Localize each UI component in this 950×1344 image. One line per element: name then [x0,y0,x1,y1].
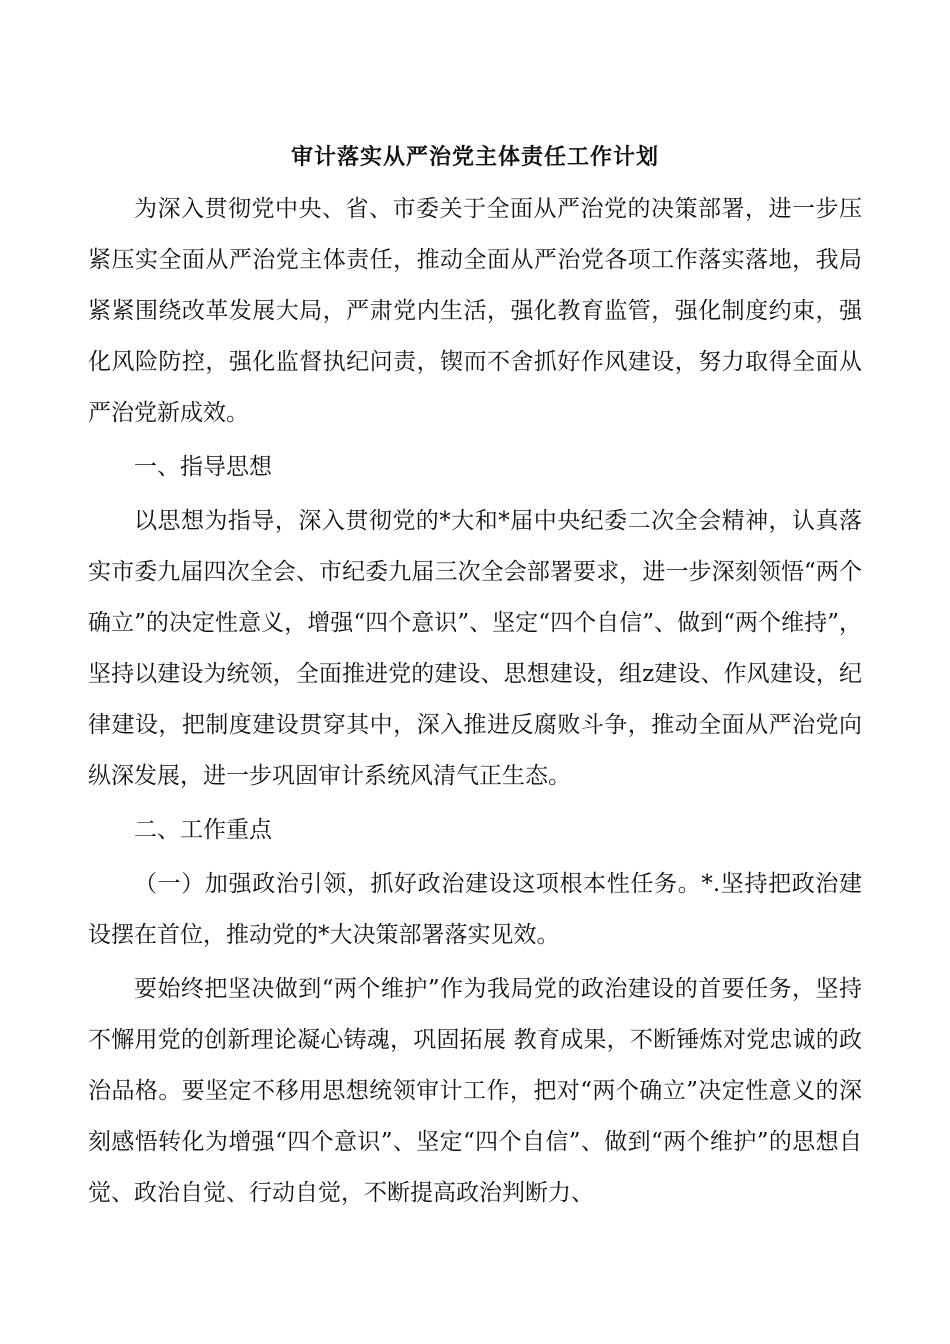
document-page [88,132,862,1219]
intro-paragraph: 为深入贯彻党中央、省、市委关于全面从严治党的决策部署，进一步压紧压实全面从严治党主体责任，推动全面从严治党各项工作落实落地，我局紧紧围绕改革发展大局，严肃党内生活，强化教育监管，强化制度约束，强化风险防控，强化监督执纪问责，锲而不舍抓好作风建设，努力取得全面从严治党新成效。 [88,196,862,426]
work-focus-subheading: （一）加强政治引领，抓好政治建设这项根本性任务。*.坚持把政治建设摆在首位，推动党的*大决策部署落实见效。 [88,871,862,948]
section-heading-guiding-ideology: 一、指导思想 [134,454,272,480]
guiding-ideology-paragraph: 以思想为指导，深入贯彻党的*大和*届中央纪委二次全会精神，认真落实市委九届四次全会、市纪委九届三次全会部署要求，进一步深刻领悟“两个确立”的决定性意义，增强“四个意识”、坚定“四个自信”、做到“两个维持”，坚持以建设为统领，全面推进党的建设、思想建设，组z建设、作风建设，纪律建设，把制度建设贯穿其中，深入推进反腐败斗争，推动全面从严治党向纵深发展，进一步巩固审计系统风清气正生态。 [88,508,862,789]
section-heading-work-focus: 二、工作重点 [134,817,272,843]
document-title: 审计落实从严治党主体责任工作计划 [290,144,659,170]
political-building-paragraph: 要始终把坚决做到“两个维护”作为我局党的政治建设的首要任务，坚持不懈用党的创新理论凝心铸魂，巩固拓展 教育成果，不断锤炼对党忠诚的政治品格。要坚定不移用思想统领审计工作，把对“两个确立”决定性意义的深刻感悟转化为增强“四个意识”、坚定“四个自信”、做到“两个维护”的思想自觉、政治自觉、行动自觉，不断提高政治判断力、 [88,976,862,1206]
